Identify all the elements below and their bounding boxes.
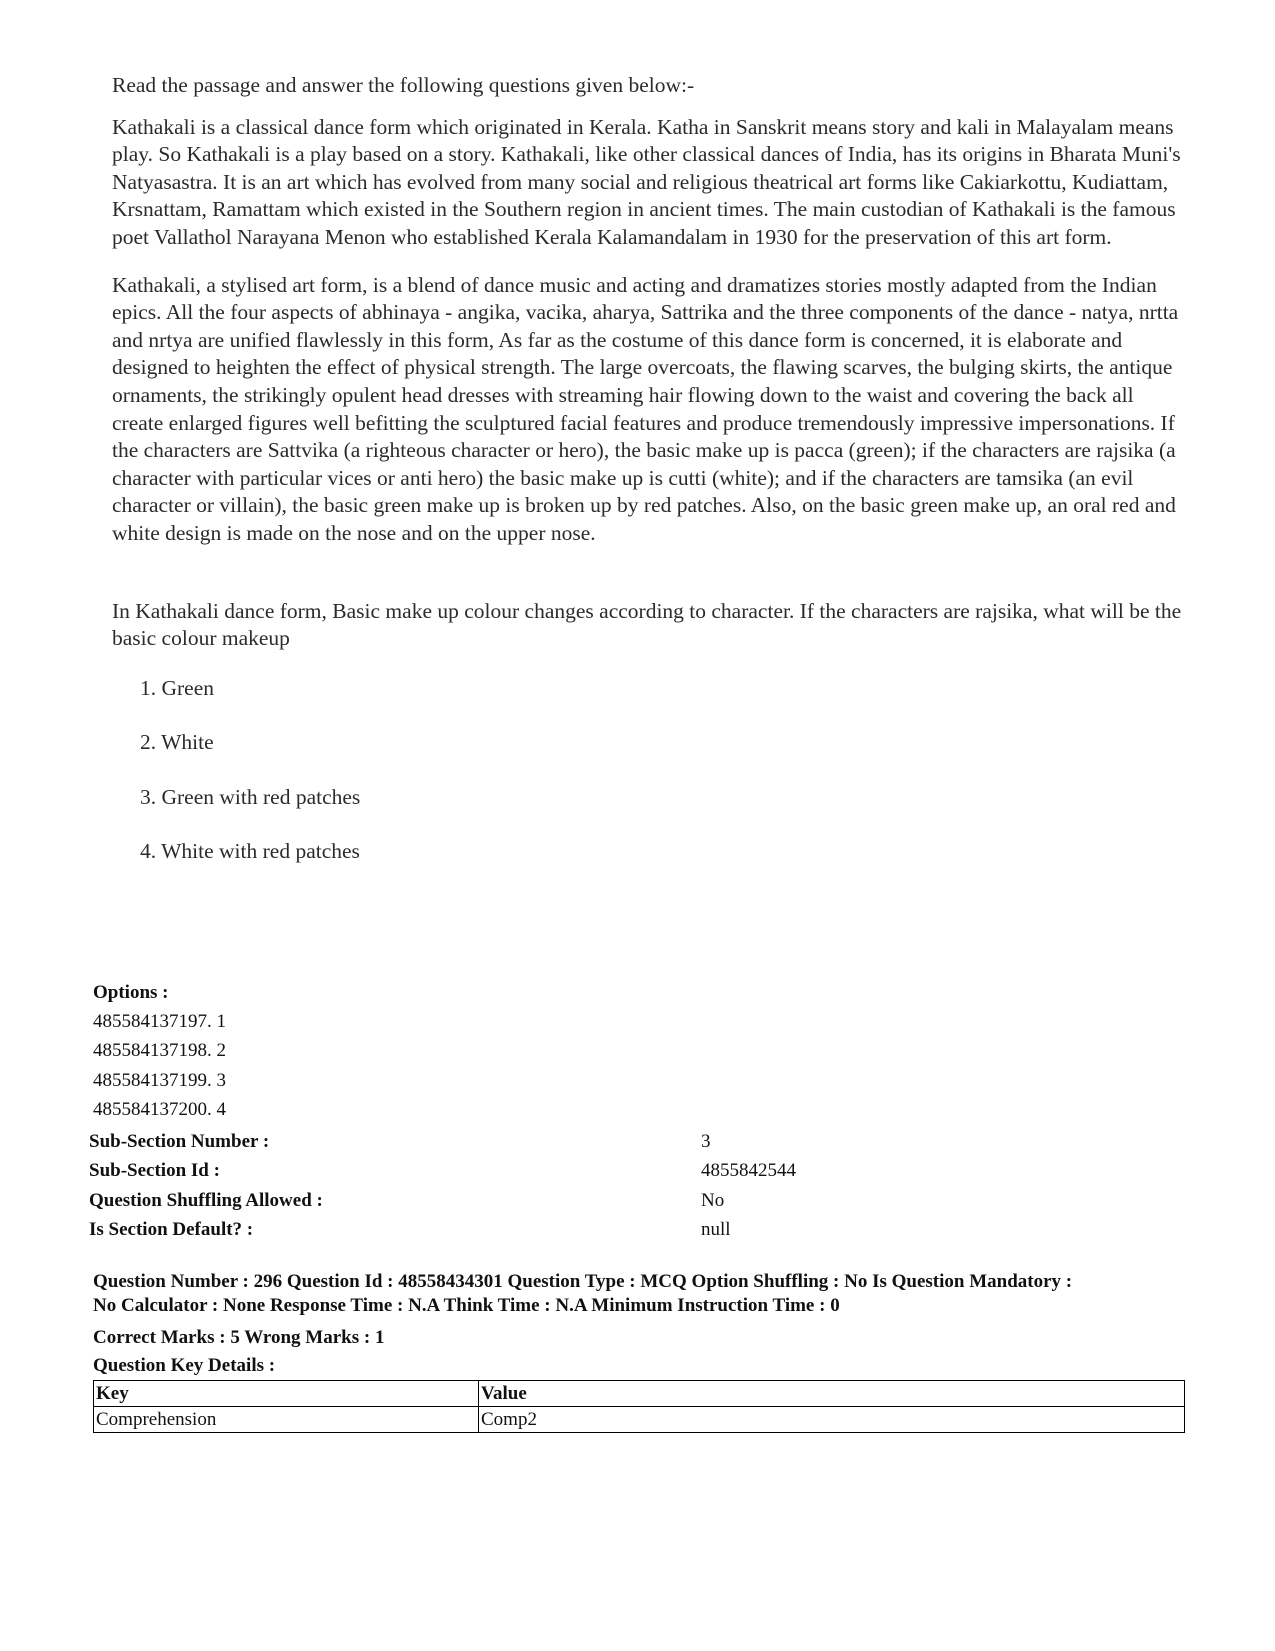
option-item: 485584137199. 3 — [93, 1069, 226, 1091]
subsection-key: Sub-Section Number : — [89, 1131, 270, 1152]
subsection-row — [89, 1215, 1189, 1244]
passage-intro: Read the passage and answer the following questions given below:- — [112, 73, 695, 97]
passage-paragraph-2: Kathakali, a stylised art form, is a blend of dance music and acting and dramatizes stories mostly adapted from the Indian epics. All the four aspects of abhinaya - angika, vacika, aharya, Sattrika and the three components of the dance - natya, nrtta and nrtya are unified flawlessly in this form, As far as the costume of this dance form is concerned, it is elaborate and designed to heighten the effect of physical strength. The large overcoats, the flawing scarves, the bulging skirts, the antique ornaments, the strikingly opulent head dresses with streaming hair flowing down to the waist and covering the back all create enlarged figures well befitting the sculptured facial features and produce tremendously impressive impersonations. If the characters are Sattvika (a righteous character or hero), the basic make up is pacca (green); if the characters are rajsika (a character with particular vices or anti hero) the basic make up is cutti (white); and if the characters are tamsika (an evil character or villain), the basic green make up is broken up by red patches. Also, on the basic green make up, an oral red and white design is made on the nose and on the upper nose. — [112, 272, 1179, 545]
option-item: 485584137198. 2 — [93, 1040, 226, 1062]
subsection-value: null — [701, 1219, 731, 1241]
table-cell: Comprehension — [94, 1407, 479, 1433]
subsection-value: 3 — [701, 1131, 711, 1152]
subsection-row — [89, 1186, 1189, 1215]
key-details-label: Question Key Details : — [93, 1355, 276, 1376]
choice-item: 4. White with red patches — [140, 839, 360, 864]
subsection-row — [89, 1127, 1189, 1156]
subsection-key: Sub-Section Id : — [89, 1160, 220, 1182]
subsection-row — [89, 1156, 1189, 1185]
subsection-key: Question Shuffling Allowed : — [89, 1189, 323, 1211]
choice-item: 2. White — [140, 730, 214, 755]
option-item: 485584137200. 4 — [93, 1098, 226, 1120]
question-info-line-1: Question Number : 296 Question Id : 48558434301 Question Type : MCQ Option Shuffling : No Is Question Mandatory : — [93, 1271, 1073, 1292]
table-header-cell: Value — [479, 1381, 1185, 1407]
passage-image — [112, 72, 1182, 893]
question-choices — [112, 675, 1182, 893]
passage-paragraph-1: Kathakali is a classical dance form which originated in Kerala. Katha in Sanskrit means story and kali in Malayalam means play. So Kathakali is a play based on a story. Kathakali, like other classical dances of India, has its origins in Bharata Muni's Natyasastra. It is an art which has evolved from many social and religious theatrical art forms like Cakiarkottu, Kudiattam, Krsnattam, Ramattam which existed in the Southern region in ancient times. The main custodian of Kathakali is the famous poet Vallathol Narayana Menon who established Kerala Kalamandalam in 1930 for the preservation of this art form. — [112, 114, 1181, 249]
option-item: 485584137197. 1 — [93, 1011, 226, 1033]
subsection-info — [89, 1127, 1189, 1245]
key-details-table — [93, 1380, 1185, 1433]
question-text: In Kathakali dance form, Basic make up colour changes according to character. If the characters are rajsika, what will be the basic colour makeup — [112, 598, 1182, 651]
table-cell: Comp2 — [479, 1407, 1185, 1433]
choice-item: 1. Green — [140, 675, 215, 700]
subsection-value: 4855842544 — [701, 1160, 796, 1182]
question-info-line-2: No Calculator : None Response Time : N.A Think Time : N.A Minimum Instruction Time : 0 — [93, 1295, 840, 1316]
options-label: Options : — [93, 982, 169, 1003]
subsection-key: Is Section Default? : — [89, 1219, 254, 1241]
options-block — [93, 978, 226, 1124]
table-row — [94, 1407, 1185, 1433]
choice-item: 3. Green with red patches — [140, 784, 361, 809]
question-info — [93, 1270, 1203, 1380]
table-header-cell: Key — [94, 1381, 479, 1407]
subsection-value: No — [701, 1189, 725, 1211]
table-header-row — [94, 1381, 1185, 1407]
marks-line: Correct Marks : 5 Wrong Marks : 1 — [93, 1327, 385, 1348]
